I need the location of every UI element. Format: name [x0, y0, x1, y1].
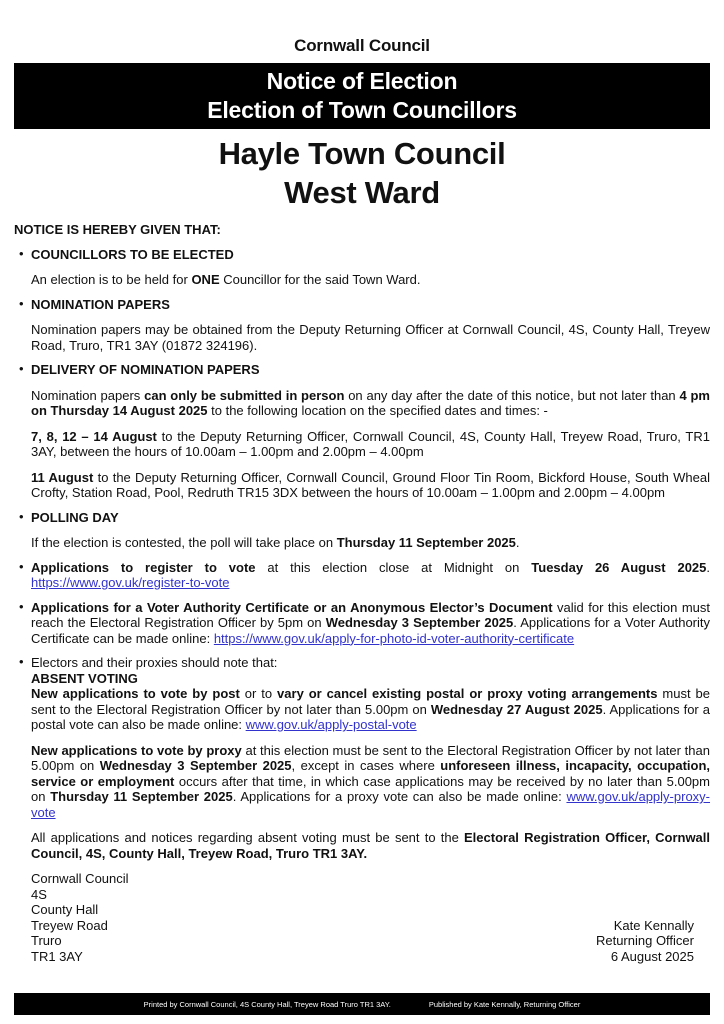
bullet-register-to-vote [14, 560, 710, 591]
text-run: or to [239, 686, 278, 701]
text-run: on any day after the date of this notice, but not later than [344, 387, 680, 403]
council-address [31, 871, 129, 964]
text-run: 4 pm on Thursday 14 August 2025 [31, 387, 710, 418]
text-run: Electoral Registration Officer, Cornwall Council, 4S, County Hall, Treyew Road, Truro TR1 3AY. [31, 830, 711, 861]
text-run: Electors and their proxies should note that: [31, 655, 278, 670]
bullet-councillors-to-be-elected [14, 247, 710, 288]
bullet-voter-authority-certificate [14, 600, 710, 647]
bullet-polling-day [14, 510, 710, 551]
address-line: TR1 3AY [31, 948, 83, 964]
text-run: Councillor for the said Town Ward. [219, 272, 421, 287]
text-run: valid for this election must reach the Electoral Registration Officer by 5pm on [31, 599, 710, 630]
text-run: Thursday 11 September 2025 [50, 789, 233, 804]
text-run: New applications to vote by proxy [31, 742, 242, 758]
hyperlink[interactable]: www.gov.uk/apply-proxy-vote [31, 789, 711, 820]
returning-officer-block [596, 918, 710, 965]
text-run: Nomination papers may be obtained from the Deputy Returning Officer at Cornwall Council, 4S, County Hall, Treyew Road, Truro, TR1 3AY (01872 324196). [31, 322, 710, 353]
authority-name: Cornwall Council [294, 36, 430, 55]
councillors-heading: • COUNCILLORS TO BE ELECTED [31, 246, 234, 262]
absent-voting-postal-text [31, 655, 710, 733]
text-run: occurs after that time, in which case applications may be received by no later than 5.00pm on [31, 773, 710, 804]
bullet-absent-voting [14, 655, 710, 861]
notice-banner [14, 63, 710, 129]
bullet-nomination-papers [14, 297, 710, 354]
delivery-schedule-redruth [31, 470, 710, 501]
published-by-text: Published by Kate Kennally, Returning Officer [428, 999, 581, 1009]
address-line: Treyew Road [31, 917, 108, 933]
hyperlink[interactable]: https://www.gov.uk/register-to-vote [31, 575, 230, 590]
text-run: at this election close at Midnight on [255, 559, 532, 575]
hyperlink[interactable]: https://www.gov.uk/apply-for-photo-id-voter-authority-certificate [213, 630, 575, 646]
text-run: 7, 8, 12 – 14 August [31, 428, 157, 444]
page-title [0, 134, 724, 212]
absent-voting-notices-text [31, 830, 710, 861]
officer-name: Kate Kennally [613, 917, 694, 933]
banner-line-2: Election of Town Councillors [207, 97, 517, 123]
councillors-text [31, 272, 710, 288]
delivery-heading: • DELIVERY OF NOMINATION PAPERS [31, 362, 260, 377]
banner-line-1: Notice of Election [266, 68, 458, 94]
text-run: , except in cases where [291, 758, 441, 773]
text-run: ABSENT VOTING [31, 670, 138, 686]
notice-intro: NOTICE IS HEREBY GIVEN THAT: [14, 222, 221, 237]
text-run: at this election must be sent to the Electoral Registration Officer by not later than 5.00pm on [31, 742, 710, 773]
text-run: Wednesday 27 August 2025 [430, 701, 603, 717]
text-run: must be sent to the Electoral Registration Officer by not later than 5.00pm on [31, 686, 710, 717]
text-run: to the Deputy Returning Officer, Cornwall Council, Ground Floor Tin Room, Bickford House, South Wheal Crofty, Station Road, Pool, Redruth TR15 3DX between the hours of 10.00am – 1.00pm and 2.00pm – 4.00pm [31, 469, 710, 500]
text-run: . [706, 559, 711, 575]
text-run: ONE [191, 272, 220, 287]
nomination-papers-heading: • NOMINATION PAPERS [31, 296, 170, 312]
absent-voting-proxy-text [31, 743, 710, 821]
delivery-schedule-truro [31, 429, 710, 460]
polling-day-heading: • POLLING DAY [31, 509, 119, 525]
text-run: If the election is contested, the poll will take place on [31, 535, 337, 550]
address-line: 4S [31, 886, 47, 902]
text-run: . Applications for a postal vote can also be made online: [31, 701, 710, 732]
text-run: All applications and notices regarding absent voting must be sent to the [31, 830, 464, 845]
voter-authority-text [31, 600, 710, 647]
register-to-vote-text [31, 560, 710, 591]
text-run: can only be submitted in person [144, 387, 345, 403]
council-name: Hayle Town Council [218, 136, 506, 171]
text-run: Applications for a Voter Authority Certificate or an Anonymous Elector’s Document [31, 599, 553, 615]
delivery-intro-text [31, 388, 710, 419]
address-line: Cornwall Council [31, 871, 129, 886]
text-run: Applications to register to vote [31, 559, 256, 575]
text-run: . Applications for a proxy vote can also be made online: [232, 789, 567, 804]
text-run: vary or cancel existing postal or proxy voting arrangements [277, 686, 658, 701]
text-run: unforeseen illness, incapacity, occupation, service or employment [31, 758, 711, 789]
address-line: Truro [31, 933, 62, 948]
text-run: An election is to be held for [31, 272, 192, 287]
text-run: Wednesday 3 September 2025 [325, 615, 514, 630]
text-run: . [515, 535, 520, 550]
ward-name: West Ward [284, 175, 440, 210]
hyperlink[interactable]: www.gov.uk/apply-postal-vote [245, 717, 417, 732]
signature-block [14, 871, 710, 964]
text-run: Wednesday 3 September 2025 [99, 758, 292, 773]
text-run: . Applications for a Voter Authority Certificate can be made online: [31, 615, 711, 646]
notice-body [14, 222, 710, 964]
text-run: Thursday 11 September 2025 [336, 535, 516, 550]
text-run: Nomination papers [31, 387, 145, 403]
officer-title: Returning Officer [595, 933, 694, 948]
notice-date: 6 August 2025 [610, 948, 694, 964]
imprint-footer [14, 993, 710, 1015]
text-run: to the Deputy Returning Officer, Cornwall Council, 4S, County Hall, Treyew Road, Truro, TR1 3AY, between the hours of 10.00am – 1.00pm and 2.00pm – 4.00pm [31, 428, 710, 459]
address-line: County Hall [31, 902, 99, 917]
printed-by-text: Printed by Cornwall Council, 4S County Hall, Treyew Road Truro TR1 3AY. [143, 999, 391, 1009]
nomination-papers-text [31, 322, 710, 353]
text-run: Tuesday 26 August 2025 [531, 559, 707, 575]
text-run: New applications to vote by post [31, 686, 240, 701]
text-run: 11 August [31, 469, 94, 485]
polling-day-text [31, 535, 710, 551]
text-run: to the following location on the specified dates and times: - [207, 403, 548, 418]
bullet-delivery-of-nomination-papers [14, 362, 710, 501]
